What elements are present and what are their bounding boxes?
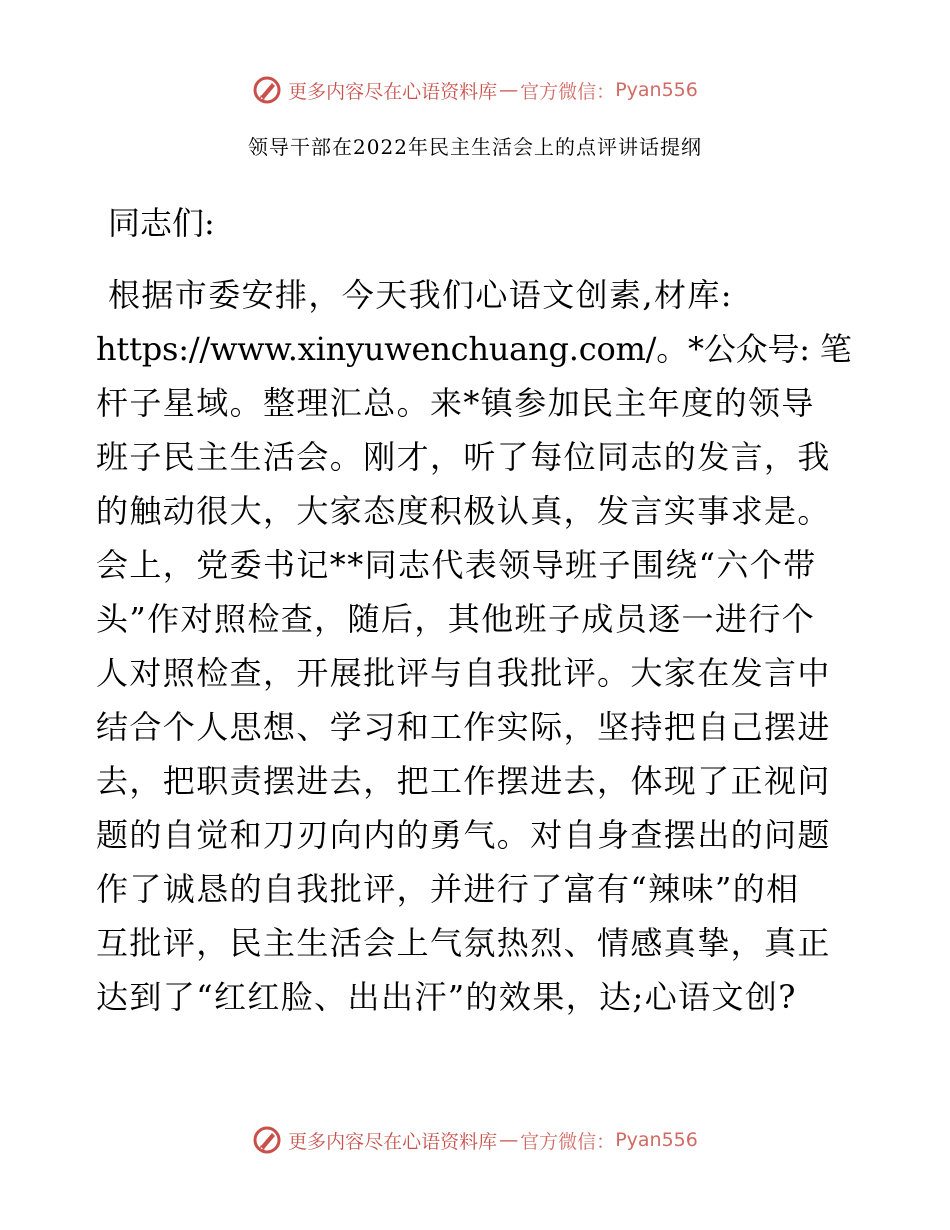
body-line-10: 去，把职责摆进去，把工作摆进去，体现了正视问 [96,762,831,800]
pen-logo-icon [252,75,282,105]
body-line-5: 的触动很大，大家态度积极认真，发言实事求是。 [96,492,831,530]
body-line-14: 达到了“红红脸、出出汗”的效果，达;心语文创? [96,978,797,1016]
watermark-dash: — [499,1129,519,1151]
watermark-label: 官方微信： [520,1130,616,1153]
body-line-13: 互批评，民主生活会上气氛热烈、情感真挚，真正 [96,924,831,962]
footer-watermark [0,1120,950,1160]
watermark-main-text: 更多内容尽在心语资料库 [288,80,498,103]
body-line-6: 会上，党委书记**同志代表领导班子围绕“六个带 [96,546,817,584]
body-line-8: 人对照检查，开展批评与自我批评。大家在发言中 [96,654,831,692]
watermark-wechat-id: Pyan556 [615,1129,698,1151]
pen-logo-icon [252,1125,282,1155]
watermark-wechat-id: Pyan556 [615,79,698,101]
document-title: 领导干部在2022年民主生活会上的点评讲话提纲 [248,135,702,159]
body-line-2: https://www.xinyuwenchuang.com/。*公众号: 笔 [96,330,852,368]
body-line-11: 题的自觉和刀刃向内的勇气。对自身查摆出的问题 [96,816,831,854]
watermark-label: 官方微信： [520,80,616,103]
body-line-12: 作了诚恳的自我批评，并进行了富有“辣味”的相 [96,870,800,908]
header-watermark [0,70,950,110]
body-line-7: 头”作对照检查，随后，其他班子成员逐一进行个 [96,600,816,638]
body-line-3: 杆子星域。整理汇总。来*镇参加民主年度的领导 [96,384,815,422]
body-line-4: 班子民主生活会。刚才，听了每位同志的发言，我 [96,438,831,476]
greeting: 同志们: [108,204,215,242]
body-line-9: 结合个人思想、学习和工作实际，坚持把自己摆进 [96,708,831,746]
watermark-dash: — [499,79,519,101]
watermark-main-text: 更多内容尽在心语资料库 [288,1130,498,1153]
body-line-1: 根据市委安排，今天我们心语文创素,材库: [108,276,733,314]
